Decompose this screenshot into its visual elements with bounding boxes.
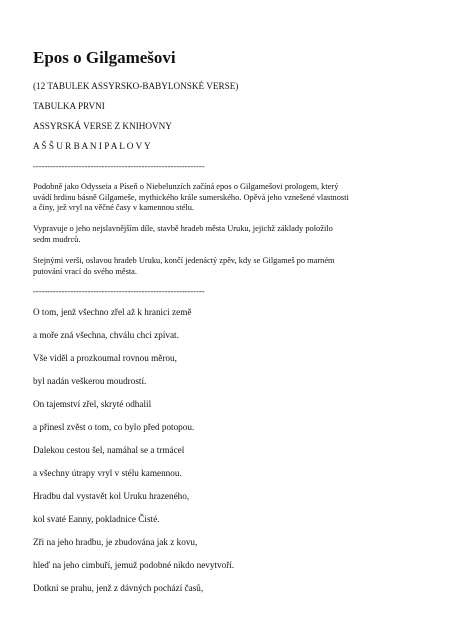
intro-paragraph	[33, 256, 335, 277]
document-title: Epos o Gilgamešovi	[33, 48, 176, 67]
verse-line: a přinesl zvěst o tom, co bylo před potopou.	[33, 422, 195, 432]
verse-line: byl nadán veškerou moudrostí.	[33, 376, 147, 386]
paragraph-line: Vypravuje o jeho nejslavnějším díle, stavbě hradeb města Uruku, jejichž základy položilo	[33, 224, 333, 233]
verse-line: Dalekou cestou šel, namáhal se a trmácel	[33, 445, 185, 455]
verse-line: Dotkni se prahu, jenž z dávných pochází časů,	[33, 583, 204, 593]
paragraph-line: sedm mudrců.	[33, 234, 81, 244]
intro-paragraph	[33, 224, 333, 245]
verse-line: O tom, jenž všechno zřel až k hranici země	[33, 307, 192, 317]
paragraph-line: Stejnými verši, oslavou hradeb Uruku, končí jedenáctý zpěv, kdy se Gilgameš po marném	[33, 256, 335, 265]
version-heading: ASSYRSKÁ VERSE Z KNIHOVNY	[33, 121, 172, 131]
paragraph-line: a činy, jež vryl na věčné časy v kamennou stélu.	[33, 203, 195, 212]
verse-line: Zři na jeho hradbu, je zbudována jak z kovu,	[33, 537, 198, 547]
tablet-heading: TABULKA PRVNI	[33, 101, 105, 111]
separator-line: ------------------------------------------------------------	[33, 161, 205, 171]
verse-line: Hradbu dal vystavět kol Uruku hrazeného,	[33, 491, 190, 501]
verse-line: a moře zná všechna, chválu chci zpívat.	[33, 330, 179, 340]
verse-line: hleď na jeho cimbuří, jemuž podobné nikdo nevytvoří.	[33, 560, 235, 570]
document-subtitle: (12 TABULEK ASSYRSKO-BABYLONSKÉ VERSE)	[33, 81, 239, 91]
verse-line: On tajemství zřel, skryté odhalil	[33, 399, 152, 409]
verse-line: kol svaté Eanny, pokladnice Čisté.	[33, 514, 160, 524]
paragraph-line: Podobně jako Odysseia a Píseň o Niebelunzích začíná epos o Gilgamešovi prologem, který	[33, 182, 339, 191]
separator-line: ------------------------------------------------------------	[33, 286, 205, 296]
verse-line: a všechny útrapy vryl v stélu kamennou.	[33, 468, 182, 478]
library-heading: A Š Š U R B A N I P A L O V Y	[33, 141, 151, 151]
paragraph-line: uvádí hrdinu básně Gilgameše, mythického krále sumerského. Opěvá jeho vznešené vlastnosti	[33, 192, 349, 202]
intro-paragraph	[33, 182, 349, 214]
paragraph-line: putování vrací do svého města.	[33, 266, 137, 276]
verse-line: Vše viděl a prozkoumal rovnou měrou,	[33, 353, 177, 363]
